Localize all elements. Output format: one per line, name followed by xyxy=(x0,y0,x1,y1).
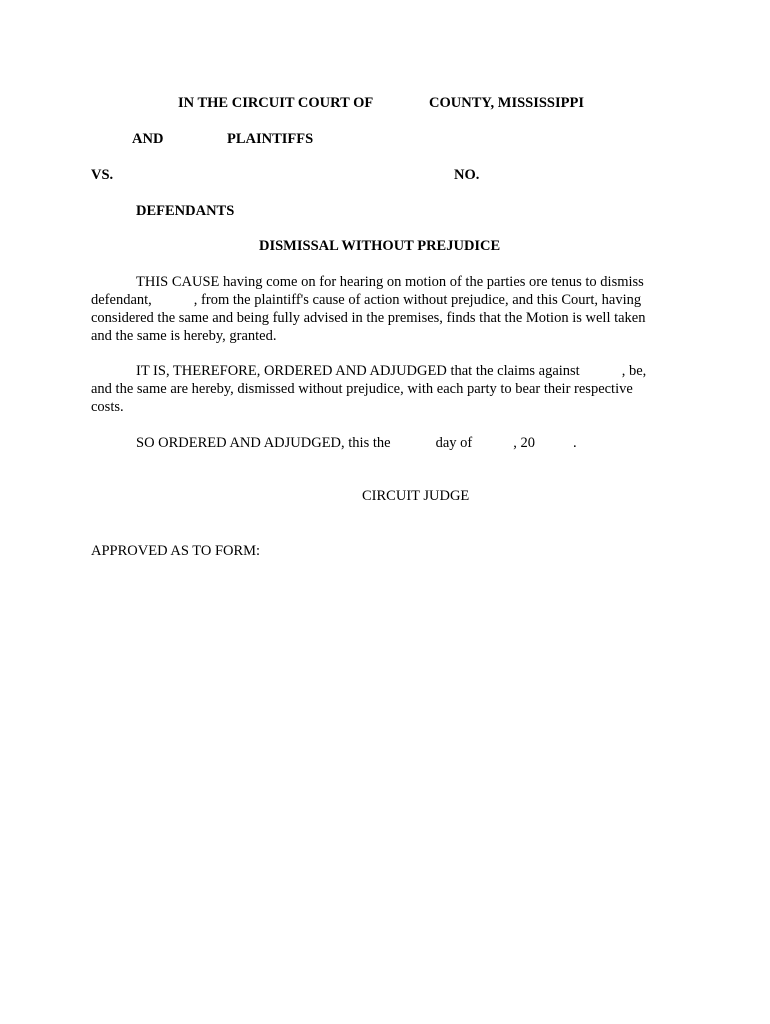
court-name-prefix: IN THE CIRCUIT COURT OF xyxy=(178,95,374,111)
and-label: AND xyxy=(132,131,164,147)
paragraph-line: THIS CAUSE having come on for hearing on motion of the parties ore tenus to dismiss xyxy=(136,274,644,290)
circuit-judge-label: CIRCUIT JUDGE xyxy=(362,488,470,504)
date-text: SO ORDERED AND ADJUDGED, this the xyxy=(136,435,391,451)
paragraph-cause xyxy=(91,273,677,345)
paragraph-order xyxy=(91,362,677,416)
case-number-label: NO. xyxy=(454,167,480,183)
court-county-suffix: COUNTY, MISSISSIPPI xyxy=(429,95,584,111)
approved-as-to-form-label: APPROVED AS TO FORM: xyxy=(91,543,261,559)
paragraph-text: IT IS, THEREFORE, ORDERED AND ADJUDGED that the claims against xyxy=(136,363,580,379)
plaintiffs-label: PLAINTIFFS xyxy=(227,131,314,147)
date-text: , 20 xyxy=(513,435,535,451)
date-text: . xyxy=(572,435,577,451)
defendants-label: DEFENDANTS xyxy=(136,203,235,219)
paragraph-ordered-date xyxy=(91,434,677,452)
paragraph-text: defendant, xyxy=(91,292,152,308)
paragraph-line: and the same are hereby, dismissed without prejudice, with each party to bear their respective xyxy=(91,381,633,397)
versus-label: VS. xyxy=(91,167,114,183)
paragraph-line xyxy=(91,362,677,380)
document-title: DISMISSAL WITHOUT PREJUDICE xyxy=(259,238,501,254)
paragraph-line xyxy=(91,291,677,309)
paragraph-line: and the same is hereby, granted. xyxy=(91,328,277,344)
paragraph-text: , be, xyxy=(621,363,647,379)
paragraph-line: considered the same and being fully advised in the premises, finds that the Motion is well taken xyxy=(91,310,646,326)
date-text: day of xyxy=(435,435,473,451)
paragraph-line: costs. xyxy=(91,399,124,415)
paragraph-text: , from the plaintiff's cause of action without prejudice, and this Court, having xyxy=(193,292,642,308)
paragraph-line xyxy=(91,434,677,452)
